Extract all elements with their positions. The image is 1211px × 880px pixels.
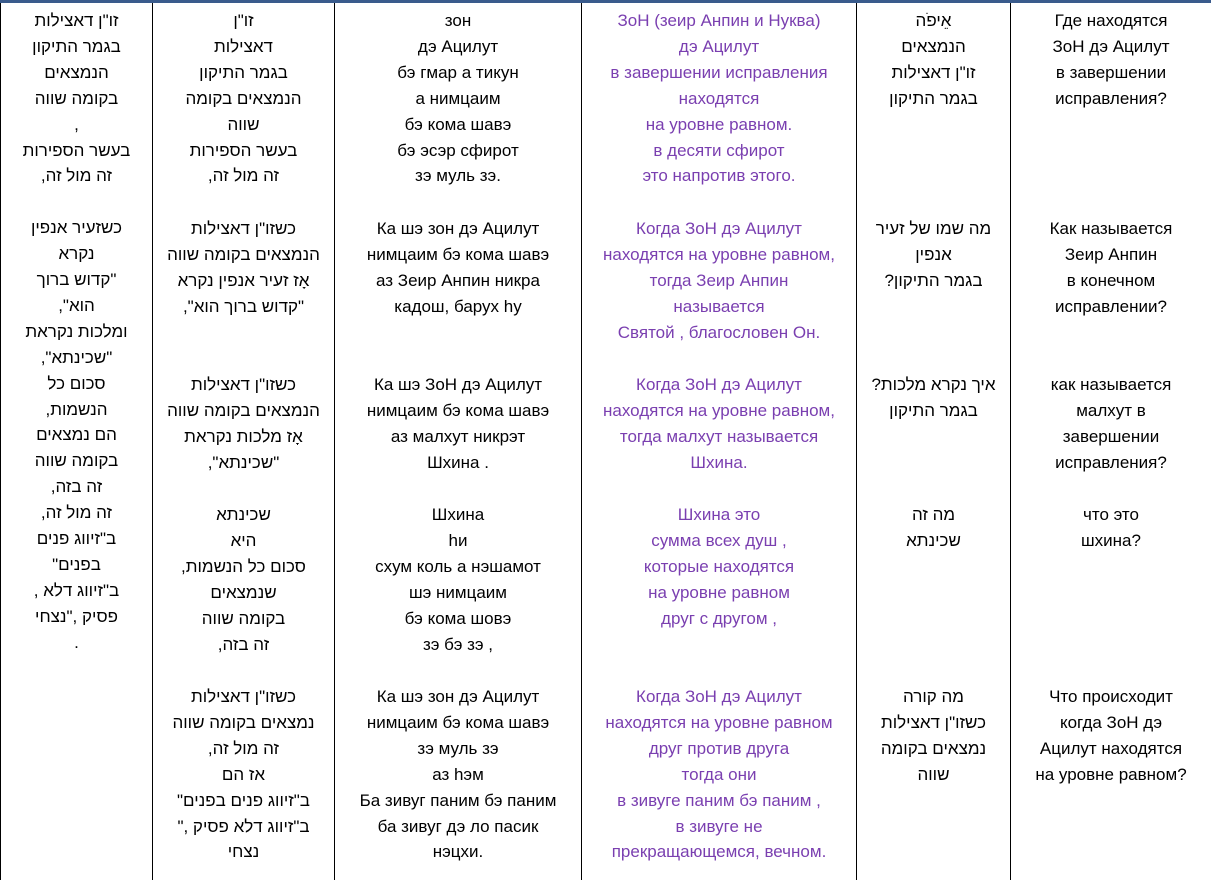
phrase-table [0, 3, 1211, 880]
column-hebrew-original [1, 3, 153, 880]
cell-line: נצחי [227, 842, 260, 862]
cell-line: כשזעיר אנפין [30, 218, 123, 238]
cell-line: находятся на уровне равном, [603, 400, 835, 420]
cell-line: бэ гмар а тикун [397, 62, 519, 82]
cell-line: когда ЗоН дэ [1059, 712, 1163, 732]
cell-line: בעשר הספירות [22, 140, 131, 160]
cell-line: "שכינתא", [207, 452, 280, 472]
cell-line: находятся [678, 88, 760, 108]
column-transliteration [335, 3, 582, 880]
cell-line: исправления? [1055, 88, 1167, 108]
cell-line: הנמצאים בקומה [185, 88, 302, 108]
cell-line: которые находятся [643, 556, 795, 576]
cell-line: ЗоН (зеир Анпин и Нуква) [617, 11, 821, 30]
cell-line: сумма всех душ , [651, 530, 787, 550]
cell-line: כשזו"ן דאצילות [190, 219, 297, 238]
cell-line: שכינתא [216, 505, 271, 524]
cell-line: הנמצאים [44, 62, 109, 82]
cell-line: нимцаим бэ кома шавэ [366, 244, 550, 264]
cell-line: зэ бэ зэ , [422, 634, 494, 654]
column-russian-question [1011, 3, 1211, 880]
cell-line: זו"ן [233, 11, 254, 30]
cell-line: друг против друга [648, 738, 790, 758]
cell-line: аз hэм [432, 764, 484, 784]
cell-line: бэ эсэр сфирот [397, 140, 519, 160]
cell-line: הנמצאים בקומה שווה [167, 244, 320, 264]
cell-line: . [74, 632, 79, 652]
cell-line: нимцаим бэ кома шавэ [366, 400, 550, 420]
translation-cell [582, 502, 856, 632]
cell-line: Ба зивуг паним бэ паним [359, 790, 557, 810]
cell-line: אָז זעיר אנפין נקרא [177, 270, 310, 290]
hebrew-original-cell [1, 8, 152, 656]
cell-line: בגמר התיקון [199, 62, 288, 82]
cell-line: называется [673, 296, 765, 316]
cell-line: тогда малхут называется [619, 426, 819, 446]
cell-line: на уровне равном? [1035, 764, 1187, 784]
translation-cell [582, 8, 856, 189]
cell-line: "קדוש ברוך הוא", [182, 296, 305, 316]
cell-line: находятся на уровне равном, [603, 244, 835, 264]
cell-line: הנמצאים בקומה שווה [167, 400, 320, 420]
cell-line: סכום כל הנשמות, [181, 556, 306, 576]
cell-line: бэ кома шавэ [404, 114, 512, 134]
cell-line: סכום כל [47, 373, 106, 393]
cell-line: что это [1083, 505, 1139, 524]
cell-line: Шхина это [677, 505, 761, 524]
translation-cell [582, 372, 856, 476]
cell-line: זה בזה, [217, 634, 270, 654]
cell-line: тогда Зеир Анпин [649, 270, 789, 290]
cell-line: זו"ן דאצילות [891, 62, 976, 82]
cell-line: нимцаим бэ кома шавэ [366, 712, 550, 732]
cell-line: дэ Ацилут [417, 36, 499, 56]
cell-line: דאצילות [214, 36, 273, 56]
cell-line: זה מול זה, [40, 503, 113, 523]
cell-line: אנפין [915, 244, 952, 264]
cell-line: אֵיפֹה [915, 11, 952, 30]
cell-line: כשזו"ן דאצילות [880, 712, 987, 732]
cell-line: hи [448, 530, 468, 550]
cell-line: פסיק ,"נצחי [35, 606, 118, 626]
cell-line: Шхина [431, 505, 485, 524]
cell-line: בגמר התיקון? [884, 270, 983, 290]
cell-line: Когда ЗоН дэ Ацилут [636, 219, 802, 238]
cell-line: зон [444, 11, 472, 30]
russian-question-cell [1011, 684, 1211, 788]
transliteration-cell [335, 502, 581, 657]
cell-line: בקומה שווה [34, 451, 119, 471]
cell-line: в завершении [1055, 62, 1167, 82]
transliteration-cell [335, 372, 581, 476]
cell-line: הנמצאים [901, 36, 966, 56]
cell-line: איך נקרא מלכות? [871, 375, 996, 394]
hebrew-segmented-cell [153, 684, 334, 865]
cell-line: завершении [1062, 426, 1160, 446]
cell-line: это напротив этого. [642, 166, 796, 186]
cell-line: в завершении исправления [610, 62, 828, 82]
russian-question-cell [1011, 8, 1211, 112]
cell-line: כשזו"ן דאצילות [190, 687, 297, 706]
cell-line: מה שמו של זעיר [875, 219, 992, 238]
cell-line: זה מול זה, [40, 166, 113, 186]
cell-line: в десяти сфирот [653, 140, 785, 160]
cell-line: тогда они [681, 764, 757, 784]
cell-line: היא [230, 530, 257, 550]
cell-line: בקומה שווה [34, 88, 119, 108]
cell-line: кадош, барух hу [394, 296, 522, 316]
hebrew-segmented-cell [153, 216, 334, 320]
cell-line [1, 189, 152, 215]
cell-line: Где находятся [1054, 11, 1168, 30]
cell-line: находятся на уровне равном [605, 712, 833, 732]
cell-line: זו"ן דאצילות [34, 11, 119, 30]
cell-line: מה זה [911, 505, 956, 524]
cell-line: Святой , благословен Он. [617, 322, 821, 342]
cell-line: ба зивуг дэ ло пасик [377, 816, 539, 836]
cell-line: Когда ЗоН дэ Ацилут [636, 375, 802, 394]
cell-line: Ка шэ зон дэ Ацилут [376, 219, 540, 238]
cell-line: прекращающемся, вечном. [611, 842, 827, 862]
transliteration-cell [335, 684, 581, 865]
cell-line: дэ Ацилут [678, 36, 760, 56]
cell-line: אז הם [221, 764, 266, 784]
cell-line: "קדוש ברוך [36, 270, 117, 290]
cell-line: זה מול זה, [207, 166, 280, 186]
cell-line: Шхина . [427, 452, 489, 472]
cell-line: Ка шэ зон дэ Ацилут [376, 687, 540, 706]
cell-line: "שכינתא", [40, 347, 113, 367]
cell-line: נמצאים בקומה [880, 738, 987, 758]
hebrew-question-cell [857, 684, 1010, 788]
cell-line: Ка шэ ЗоН дэ Ацилут [373, 375, 543, 394]
cell-line: מה קורה [903, 687, 964, 706]
cell-line: שווה [917, 764, 950, 784]
cell-line: כשזו"ן דאצילות [190, 375, 297, 394]
cell-line: зэ муль зэ. [415, 166, 501, 186]
russian-question-cell [1011, 372, 1211, 476]
hebrew-question-cell [857, 372, 1010, 424]
cell-line: ומלכות נקראת [25, 321, 128, 341]
cell-line: בגמר התיקון [889, 88, 978, 108]
cell-line: как называется [1050, 375, 1172, 394]
cell-line: זה מול זה, [207, 738, 280, 758]
transliteration-cell [335, 216, 581, 320]
russian-question-cell [1011, 216, 1211, 320]
cell-line: בגמר התיקון [32, 36, 121, 56]
cell-line: בקומה שווה [201, 608, 286, 628]
column-hebrew-segmented [153, 3, 335, 880]
cell-line: נקרא [58, 244, 95, 264]
hebrew-segmented-cell [153, 502, 334, 657]
cell-line: аз Зеир Анпин никра [376, 270, 540, 290]
translation-cell [582, 684, 856, 865]
cell-line: на уровне равном [648, 582, 790, 602]
cell-line: בפנים" [52, 555, 101, 575]
translation-cell [582, 216, 856, 346]
cell-line: в зивуге не [675, 816, 763, 836]
cell-line: шхина? [1081, 530, 1141, 550]
cell-line: аз малхут никрэт [390, 426, 526, 446]
cell-line: исправления? [1055, 452, 1167, 472]
cell-line: שווה [227, 114, 260, 134]
cell-line: ב"זיווג דלא , [33, 580, 120, 600]
cell-line: Что происходит [1049, 687, 1173, 706]
cell-line: אָז מלכות נקראת [184, 426, 303, 446]
cell-line: הם נמצאים [36, 425, 117, 445]
cell-line: в зивуге паним бэ паним , [617, 790, 821, 810]
cell-line: ב"זיווג פנים בפנים" [177, 790, 310, 810]
cell-line: зэ муль зэ [417, 738, 499, 758]
cell-line: Когда ЗоН дэ Ацилут [636, 687, 802, 706]
cell-line: друг с другом , [661, 608, 777, 628]
cell-line: схум коль а нэшамот [375, 556, 541, 576]
cell-line: הוא", [58, 295, 95, 315]
hebrew-question-cell [857, 8, 1010, 112]
column-hebrew-question [857, 3, 1011, 880]
cell-line: в конечном [1066, 270, 1156, 290]
cell-line: а нимцаим [415, 88, 501, 108]
cell-line: נמצאים בקומה שווה [172, 712, 315, 732]
cell-line: ЗоН дэ Ацилут [1052, 36, 1170, 56]
cell-line: שנמצאים [210, 582, 277, 602]
cell-line: исправлении? [1055, 296, 1167, 316]
transliteration-cell [335, 8, 581, 189]
cell-line: זה בזה, [50, 477, 103, 497]
hebrew-question-cell [857, 216, 1010, 294]
cell-line: שכינתא [906, 530, 961, 550]
cell-line: הנשמות, [45, 399, 108, 419]
cell-line: בגמר התיקון [889, 400, 978, 420]
cell-line: малхут в [1076, 400, 1146, 420]
cell-line: бэ кома шовэ [404, 608, 512, 628]
cell-line: בעשר הספירות [189, 140, 298, 160]
column-translation [582, 3, 857, 880]
hebrew-segmented-cell [153, 372, 334, 476]
cell-line: Шхина. [690, 452, 748, 472]
cell-line: Зеир Анпин [1064, 244, 1158, 264]
cell-line: шэ нимцаим [409, 582, 507, 602]
russian-question-cell [1011, 502, 1211, 554]
hebrew-segmented-cell [153, 8, 334, 189]
cell-line: нэцхи. [432, 842, 484, 862]
cell-line: Ацилут находятся [1039, 738, 1183, 758]
cell-line: на уровне равном. [645, 114, 793, 134]
hebrew-question-cell [857, 502, 1010, 554]
cell-line: ב"זיווג דלא פסיק ," [177, 816, 310, 836]
cell-line: ב"זיווג פנים [36, 529, 117, 549]
cell-line: Как называется [1049, 219, 1173, 238]
cell-line: , [74, 114, 79, 134]
